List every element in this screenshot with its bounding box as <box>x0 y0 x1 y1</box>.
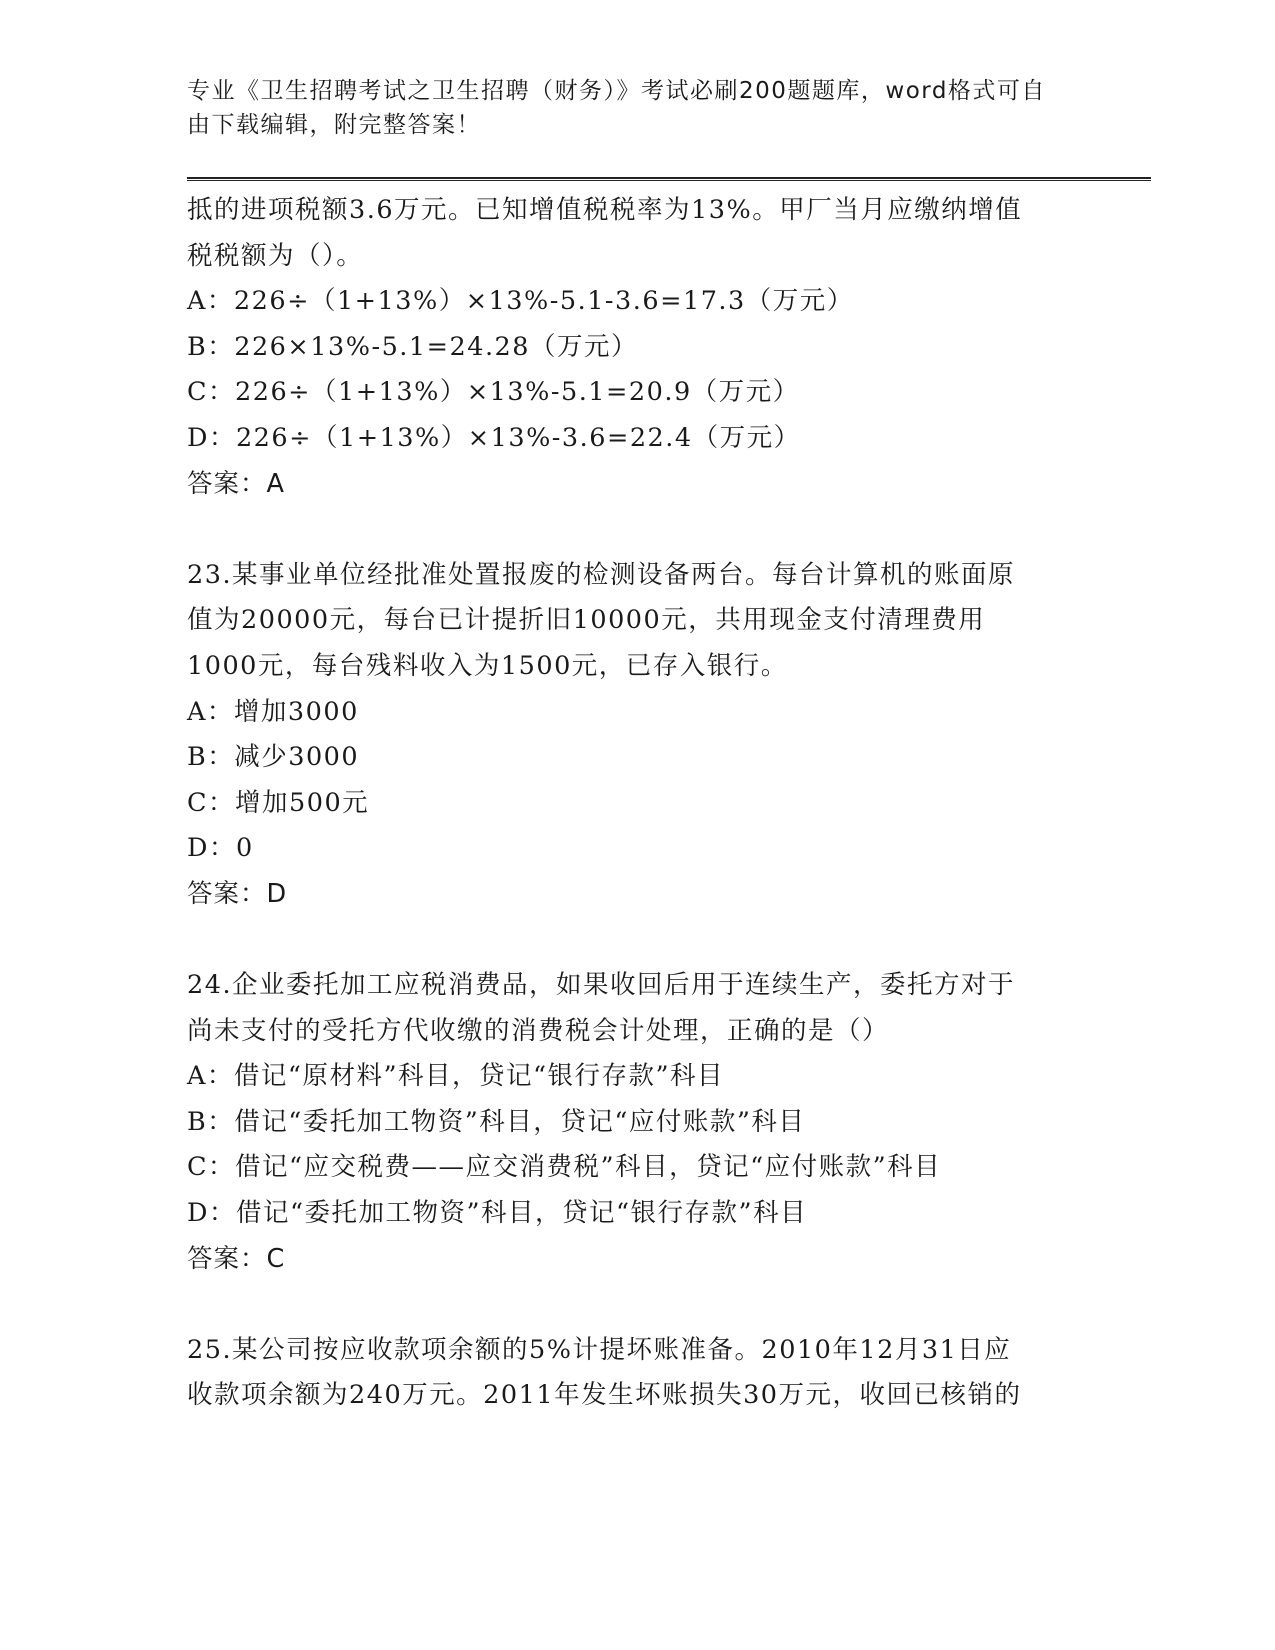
question-stem-line: 25.某公司按应收款项余额的5%计提坏账准备。2010年12月31日应 <box>187 1334 1012 1365</box>
option-a: A：借记“原材料”科目，贷记“银行存款”科目 <box>187 1061 725 1092</box>
document-header <box>187 74 1087 142</box>
option-a: A：226÷（1+13%）×13%-5.1-3.6=17.3（万元） <box>187 286 854 317</box>
question-stem-line: 23.某事业单位经批准处置报废的检测设备两台。每台计算机的账面原 <box>187 559 1016 590</box>
option-d: D：0 <box>187 833 254 864</box>
question-stem-line: 1000元，每台残料收入为1500元，已存入银行。 <box>187 650 788 681</box>
question-stem-line: 24.企业委托加工应税消费品，如果收回后用于连续生产，委托方对于 <box>187 970 1016 1001</box>
option-c: C：增加500元 <box>187 787 370 818</box>
question-25 <box>187 1328 1087 1419</box>
spacer <box>187 918 1087 964</box>
question-stem-line: 值为20000元，每台已计提折旧10000元，共用现金支付清理费用 <box>187 605 986 636</box>
spacer <box>187 1282 1087 1328</box>
header-divider <box>187 177 1151 181</box>
option-c: C：借记“应交税费——应交消费税”科目，贷记“应付账款”科目 <box>187 1152 942 1183</box>
question-23 <box>187 553 1087 918</box>
option-b: B：226×13%-5.1=24.28（万元） <box>187 331 638 362</box>
option-d: D：226÷（1+13%）×13%-3.6=22.4（万元） <box>187 422 801 453</box>
header-line-2: 由下载编辑，附完整答案！ <box>187 112 481 138</box>
answer-line: 答案：A <box>187 468 285 499</box>
document-body <box>187 188 1087 1419</box>
answer-line: 答案：D <box>187 878 288 909</box>
question-stem-line: 收款项余额为240万元。2011年发生坏账损失30万元，收回已核销的 <box>187 1380 1022 1411</box>
question-24 <box>187 963 1087 1282</box>
option-c: C：226÷（1+13%）×13%-5.1=20.9（万元） <box>187 377 800 408</box>
answer-line: 答案：C <box>187 1243 286 1274</box>
option-a: A：增加3000 <box>187 696 359 727</box>
option-b: B：减少3000 <box>187 742 360 773</box>
question-stem-line: 尚未支付的受托方代收缴的消费税会计处理，正确的是（） <box>187 1015 890 1046</box>
question-stem-line: 抵的进项税额3.6万元。已知增值税税率为13%。甲厂当月应缴纳增值 <box>187 195 1023 225</box>
option-b: B：借记“委托加工物资”科目，贷记“应付账款”科目 <box>187 1106 806 1137</box>
option-d: D：借记“委托加工物资”科目，贷记“银行存款”科目 <box>187 1198 808 1229</box>
question-22 <box>187 188 1087 507</box>
question-stem-line: 税税额为（）。 <box>187 240 364 271</box>
header-line-1: 专业《卫生招聘考试之卫生招聘（财务）》考试必刷200题题库，word格式可自 <box>187 78 1046 104</box>
spacer <box>187 507 1087 553</box>
